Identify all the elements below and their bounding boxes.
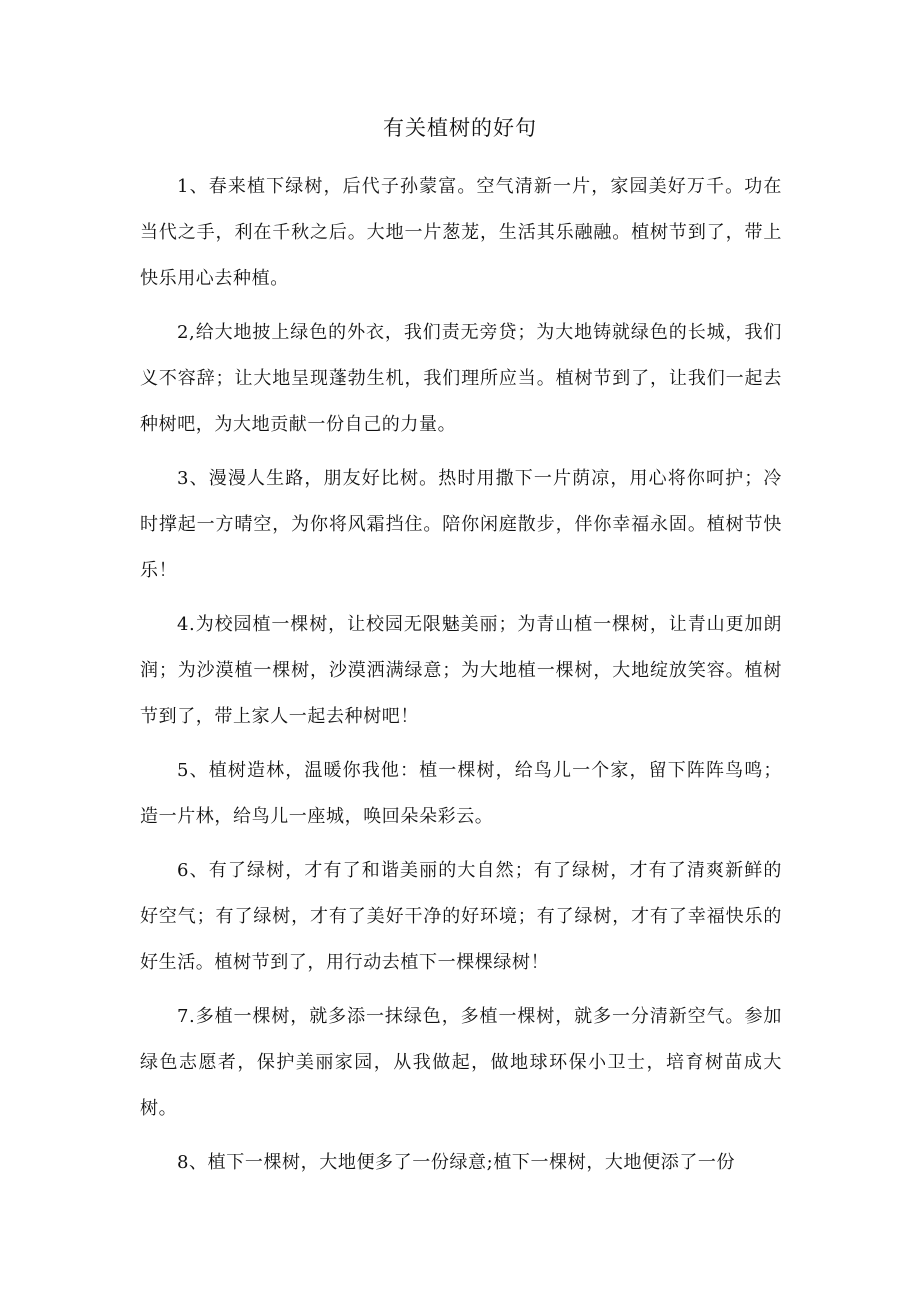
paragraph-7: 7.多植一棵树，就多添一抹绿色，多植一棵树，就多一分清新空气。参加绿色志愿者，保护美丽家园，从我做起，做地球环保小卫士，培育树苗成大树。 [140,1006,782,1119]
paragraph-8: 8、植下一棵树，大地便多了一份绿意;植下一棵树，大地便添了一份 [177,1152,736,1173]
document-body [140,164,782,1194]
paragraph-4: 4.为校园植一棵树，让校园无限魅美丽；为青山植一棵树，让青山更加朗润；为沙漠植一棵树，沙漠洒满绿意；为大地植一棵树，大地绽放笑容。植树节到了，带上家人一起去种树吧！ [140,614,782,727]
paragraph-3: 3、漫漫人生路，朋友好比树。热时用撒下一片荫凉，用心将你呵护；冷时撑起一方晴空，为你将风霜挡住。陪你闲庭散步，伴你幸福永固。植树节快乐！ [140,468,782,581]
paragraph-1: 1、春来植下绿树，后代子孙蒙富。空气清新一片，家园美好万千。功在当代之手，利在千秋之后。大地一片葱茏，生活其乐融融。植树节到了，带上快乐用心去种植。 [140,176,782,289]
paragraph-2: 2,给大地披上绿色的外衣，我们责无旁贷；为大地铸就绿色的长城，我们义不容辞；让大地呈现蓬勃生机，我们理所应当。植树节到了，让我们一起去种树吧，为大地贡献一份自己的力量。 [140,322,782,435]
document-title: 有关植树的好句 [383,116,537,140]
paragraph-6: 6、有了绿树，才有了和谐美丽的大自然；有了绿树，才有了清爽新鲜的好空气；有了绿树，才有了美好干净的好环境；有了绿树，才有了幸福快乐的好生活。植树节到了，用行动去植下一棵棵绿树！ [140,860,782,973]
paragraph-5: 5、植树造林，温暖你我他：植一棵树，给鸟儿一个家，留下阵阵鸟鸣；造一片林，给鸟儿一座城，唤回朵朵彩云。 [140,760,782,827]
